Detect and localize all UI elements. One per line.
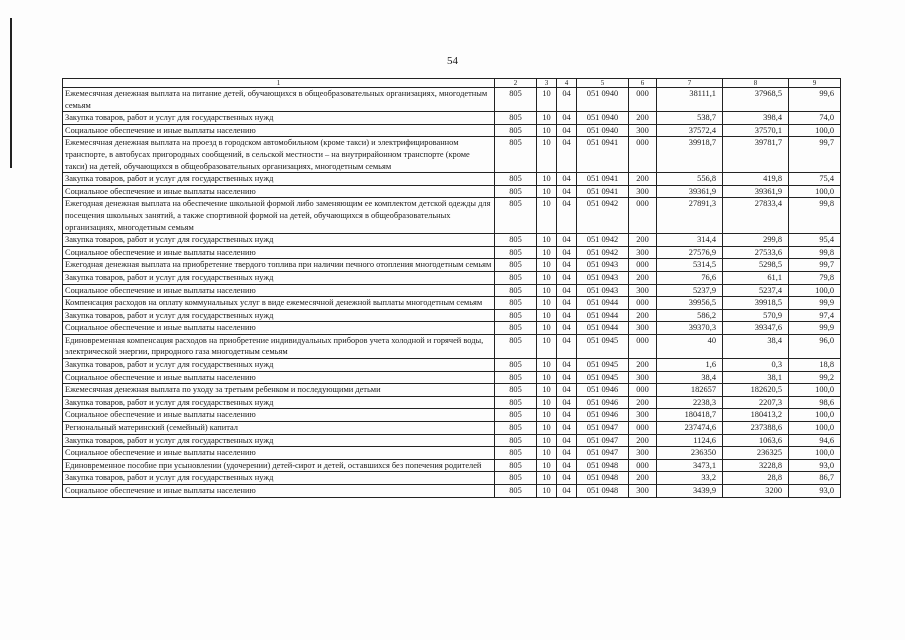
row-name-cell: Региональный материнский (семейный) капитал — [63, 422, 495, 435]
table-row — [63, 284, 841, 297]
percent-cell: 96,0 — [789, 334, 841, 358]
planned-amount-cell: 39918,7 — [657, 137, 723, 173]
subsection-code-cell: 04 — [557, 173, 577, 186]
section-code-cell: 10 — [537, 137, 557, 173]
actual-amount-cell: 182620,5 — [723, 384, 789, 397]
table-row — [63, 112, 841, 125]
row-name-cell: Единовременная компенсация расходов на приобретение индивидуальных приборов учета холодной и горячей воды, электрической энергии, природного газа многодетным семьям — [63, 334, 495, 358]
subsection-code-cell: 04 — [557, 485, 577, 498]
expense-type-cell: 000 — [629, 422, 657, 435]
target-article-cell: 051 0945 — [577, 359, 629, 372]
ministry-code-cell: 805 — [495, 396, 537, 409]
section-code-cell: 10 — [537, 396, 557, 409]
target-article-cell: 051 0942 — [577, 246, 629, 259]
expense-type-cell: 300 — [629, 284, 657, 297]
subsection-code-cell: 04 — [557, 271, 577, 284]
table-row — [63, 434, 841, 447]
row-name-cell: Социальное обеспечение и иные выплаты населению — [63, 322, 495, 335]
planned-amount-cell: 314,4 — [657, 234, 723, 247]
planned-amount-cell: 538,7 — [657, 112, 723, 125]
target-article-cell: 051 0948 — [577, 459, 629, 472]
ministry-code-cell: 805 — [495, 384, 537, 397]
planned-amount-cell: 586,2 — [657, 309, 723, 322]
section-code-cell: 10 — [537, 322, 557, 335]
row-name-cell: Единовременное пособие при усыновлении (удочерении) детей-сирот и детей, оставшихся без попечения родителей — [63, 459, 495, 472]
section-code-cell: 10 — [537, 198, 557, 234]
table-row — [63, 246, 841, 259]
section-code-cell: 10 — [537, 271, 557, 284]
expense-type-cell: 300 — [629, 409, 657, 422]
planned-amount-cell: 39361,9 — [657, 185, 723, 198]
table-row — [63, 271, 841, 284]
row-name-cell: Закупка товаров, работ и услуг для государственных нужд — [63, 309, 495, 322]
actual-amount-cell: 37968,5 — [723, 88, 789, 112]
section-code-cell: 10 — [537, 409, 557, 422]
ministry-code-cell: 805 — [495, 271, 537, 284]
section-code-cell: 10 — [537, 124, 557, 137]
row-name-cell: Социальное обеспечение и иные выплаты населению — [63, 124, 495, 137]
percent-cell: 100,0 — [789, 284, 841, 297]
ministry-code-cell: 805 — [495, 124, 537, 137]
planned-amount-cell: 5314,5 — [657, 259, 723, 272]
ministry-code-cell: 805 — [495, 434, 537, 447]
expense-type-cell: 200 — [629, 173, 657, 186]
percent-cell: 99,8 — [789, 246, 841, 259]
row-name-cell: Закупка товаров, работ и услуг для государственных нужд — [63, 472, 495, 485]
actual-amount-cell: 28,8 — [723, 472, 789, 485]
expense-type-cell: 200 — [629, 309, 657, 322]
subsection-code-cell: 04 — [557, 409, 577, 422]
expense-type-cell: 300 — [629, 447, 657, 460]
header-cell: 1 — [63, 79, 495, 88]
planned-amount-cell: 37572,4 — [657, 124, 723, 137]
ministry-code-cell: 805 — [495, 297, 537, 310]
ministry-code-cell: 805 — [495, 234, 537, 247]
planned-amount-cell: 38,4 — [657, 371, 723, 384]
subsection-code-cell: 04 — [557, 371, 577, 384]
target-article-cell: 051 0940 — [577, 112, 629, 125]
expense-type-cell: 200 — [629, 472, 657, 485]
ministry-code-cell: 805 — [495, 485, 537, 498]
header-cell: 9 — [789, 79, 841, 88]
header-cell: 7 — [657, 79, 723, 88]
expense-type-cell: 200 — [629, 271, 657, 284]
table-row — [63, 472, 841, 485]
percent-cell: 93,0 — [789, 459, 841, 472]
planned-amount-cell: 182657 — [657, 384, 723, 397]
table-row — [63, 485, 841, 498]
table-row — [63, 259, 841, 272]
percent-cell: 99,9 — [789, 322, 841, 335]
target-article-cell: 051 0943 — [577, 284, 629, 297]
actual-amount-cell: 237388,6 — [723, 422, 789, 435]
table-row — [63, 459, 841, 472]
ministry-code-cell: 805 — [495, 459, 537, 472]
target-article-cell: 051 0941 — [577, 137, 629, 173]
table-row — [63, 137, 841, 173]
target-article-cell: 051 0941 — [577, 173, 629, 186]
expense-type-cell: 000 — [629, 297, 657, 310]
expense-type-cell: 300 — [629, 246, 657, 259]
target-article-cell: 051 0944 — [577, 322, 629, 335]
planned-amount-cell: 40 — [657, 334, 723, 358]
header-cell: 8 — [723, 79, 789, 88]
actual-amount-cell: 39918,5 — [723, 297, 789, 310]
percent-cell: 75,4 — [789, 173, 841, 186]
table-row — [63, 334, 841, 358]
ministry-code-cell: 805 — [495, 112, 537, 125]
row-name-cell: Ежемесячная денежная выплата по уходу за третьим ребенком и последующими детьми — [63, 384, 495, 397]
actual-amount-cell: 27533,6 — [723, 246, 789, 259]
percent-cell: 79,8 — [789, 271, 841, 284]
actual-amount-cell: 299,8 — [723, 234, 789, 247]
subsection-code-cell: 04 — [557, 88, 577, 112]
table-header-row — [63, 79, 841, 88]
percent-cell: 18,8 — [789, 359, 841, 372]
section-code-cell: 10 — [537, 284, 557, 297]
expense-type-cell: 000 — [629, 137, 657, 173]
section-code-cell: 10 — [537, 384, 557, 397]
target-article-cell: 051 0945 — [577, 371, 629, 384]
planned-amount-cell: 27576,9 — [657, 246, 723, 259]
planned-amount-cell: 180418,7 — [657, 409, 723, 422]
section-code-cell: 10 — [537, 173, 557, 186]
expense-type-cell: 300 — [629, 371, 657, 384]
expense-type-cell: 200 — [629, 434, 657, 447]
section-code-cell: 10 — [537, 259, 557, 272]
percent-cell: 95,4 — [789, 234, 841, 247]
expense-type-cell: 000 — [629, 459, 657, 472]
header-cell: 5 — [577, 79, 629, 88]
table-row — [63, 409, 841, 422]
actual-amount-cell: 3228,8 — [723, 459, 789, 472]
table-row — [63, 322, 841, 335]
actual-amount-cell: 419,8 — [723, 173, 789, 186]
actual-amount-cell: 398,4 — [723, 112, 789, 125]
planned-amount-cell: 2238,3 — [657, 396, 723, 409]
target-article-cell: 051 0946 — [577, 384, 629, 397]
ministry-code-cell: 805 — [495, 472, 537, 485]
section-code-cell: 10 — [537, 309, 557, 322]
planned-amount-cell: 33,2 — [657, 472, 723, 485]
percent-cell: 99,8 — [789, 198, 841, 234]
row-name-cell: Закупка товаров, работ и услуг для государственных нужд — [63, 173, 495, 186]
planned-amount-cell: 1124,6 — [657, 434, 723, 447]
row-name-cell: Социальное обеспечение и иные выплаты населению — [63, 371, 495, 384]
subsection-code-cell: 04 — [557, 384, 577, 397]
table-row — [63, 88, 841, 112]
target-article-cell: 051 0942 — [577, 198, 629, 234]
table-row — [63, 309, 841, 322]
expense-type-cell: 000 — [629, 384, 657, 397]
subsection-code-cell: 04 — [557, 185, 577, 198]
actual-amount-cell: 3200 — [723, 485, 789, 498]
subsection-code-cell: 04 — [557, 246, 577, 259]
planned-amount-cell: 27891,3 — [657, 198, 723, 234]
section-code-cell: 10 — [537, 359, 557, 372]
planned-amount-cell: 236350 — [657, 447, 723, 460]
ministry-code-cell: 805 — [495, 422, 537, 435]
planned-amount-cell: 237474,6 — [657, 422, 723, 435]
actual-amount-cell: 39347,6 — [723, 322, 789, 335]
percent-cell: 99,7 — [789, 259, 841, 272]
expense-type-cell: 300 — [629, 322, 657, 335]
planned-amount-cell: 38111,1 — [657, 88, 723, 112]
table-row — [63, 359, 841, 372]
percent-cell: 86,7 — [789, 472, 841, 485]
planned-amount-cell: 39370,3 — [657, 322, 723, 335]
percent-cell: 97,4 — [789, 309, 841, 322]
ministry-code-cell: 805 — [495, 185, 537, 198]
actual-amount-cell: 0,3 — [723, 359, 789, 372]
percent-cell: 100,0 — [789, 384, 841, 397]
row-name-cell: Ежегодная денежная выплата на обеспечение школьной формой либо заменяющим ее комплектом детской одежды для посещения школьных занятий, а также спортивной формой на детей, обучающихся в общеобразовательных организациях, многодетным семьям — [63, 198, 495, 234]
section-code-cell: 10 — [537, 447, 557, 460]
row-name-cell: Социальное обеспечение и иные выплаты населению — [63, 409, 495, 422]
planned-amount-cell: 1,6 — [657, 359, 723, 372]
target-article-cell: 051 0947 — [577, 434, 629, 447]
expense-type-cell: 200 — [629, 396, 657, 409]
section-code-cell: 10 — [537, 234, 557, 247]
subsection-code-cell: 04 — [557, 359, 577, 372]
row-name-cell: Социальное обеспечение и иные выплаты населению — [63, 185, 495, 198]
table-row — [63, 447, 841, 460]
header-cell: 4 — [557, 79, 577, 88]
row-name-cell: Компенсация расходов на оплату коммунальных услуг в виде ежемесячной денежной выплаты многодетным семьям — [63, 297, 495, 310]
planned-amount-cell: 556,8 — [657, 173, 723, 186]
subsection-code-cell: 04 — [557, 434, 577, 447]
subsection-code-cell: 04 — [557, 297, 577, 310]
expense-type-cell: 300 — [629, 185, 657, 198]
subsection-code-cell: 04 — [557, 309, 577, 322]
actual-amount-cell: 236325 — [723, 447, 789, 460]
target-article-cell: 051 0940 — [577, 88, 629, 112]
subsection-code-cell: 04 — [557, 422, 577, 435]
percent-cell: 93,0 — [789, 485, 841, 498]
percent-cell: 99,6 — [789, 88, 841, 112]
expense-type-cell: 200 — [629, 359, 657, 372]
ministry-code-cell: 805 — [495, 359, 537, 372]
row-name-cell: Закупка товаров, работ и услуг для государственных нужд — [63, 271, 495, 284]
subsection-code-cell: 04 — [557, 396, 577, 409]
actual-amount-cell: 61,1 — [723, 271, 789, 284]
planned-amount-cell: 3439,9 — [657, 485, 723, 498]
percent-cell: 100,0 — [789, 422, 841, 435]
section-code-cell: 10 — [537, 334, 557, 358]
actual-amount-cell: 1063,6 — [723, 434, 789, 447]
ministry-code-cell: 805 — [495, 137, 537, 173]
row-name-cell: Закупка товаров, работ и услуг для государственных нужд — [63, 112, 495, 125]
ministry-code-cell: 805 — [495, 409, 537, 422]
table-row — [63, 297, 841, 310]
subsection-code-cell: 04 — [557, 447, 577, 460]
table-row — [63, 124, 841, 137]
subsection-code-cell: 04 — [557, 234, 577, 247]
expense-type-cell: 300 — [629, 485, 657, 498]
expense-type-cell: 200 — [629, 112, 657, 125]
section-code-cell: 10 — [537, 485, 557, 498]
actual-amount-cell: 39781,7 — [723, 137, 789, 173]
target-article-cell: 051 0944 — [577, 309, 629, 322]
actual-amount-cell: 2207,3 — [723, 396, 789, 409]
row-name-cell: Закупка товаров, работ и услуг для государственных нужд — [63, 359, 495, 372]
actual-amount-cell: 38,4 — [723, 334, 789, 358]
subsection-code-cell: 04 — [557, 198, 577, 234]
ministry-code-cell: 805 — [495, 88, 537, 112]
actual-amount-cell: 5237,4 — [723, 284, 789, 297]
percent-cell: 99,9 — [789, 297, 841, 310]
page-number: 54 — [447, 55, 458, 67]
table-row — [63, 384, 841, 397]
planned-amount-cell: 39956,5 — [657, 297, 723, 310]
ministry-code-cell: 805 — [495, 173, 537, 186]
section-code-cell: 10 — [537, 185, 557, 198]
section-code-cell: 10 — [537, 472, 557, 485]
section-code-cell: 10 — [537, 459, 557, 472]
section-code-cell: 10 — [537, 88, 557, 112]
target-article-cell: 051 0947 — [577, 422, 629, 435]
section-code-cell: 10 — [537, 246, 557, 259]
planned-amount-cell: 3473,1 — [657, 459, 723, 472]
actual-amount-cell: 38,1 — [723, 371, 789, 384]
table-row — [63, 185, 841, 198]
target-article-cell: 051 0948 — [577, 485, 629, 498]
table-row — [63, 371, 841, 384]
table-row — [63, 173, 841, 186]
expense-type-cell: 000 — [629, 198, 657, 234]
ministry-code-cell: 805 — [495, 334, 537, 358]
planned-amount-cell: 5237,9 — [657, 284, 723, 297]
target-article-cell: 051 0944 — [577, 297, 629, 310]
target-article-cell: 051 0945 — [577, 334, 629, 358]
percent-cell: 74,0 — [789, 112, 841, 125]
percent-cell: 100,0 — [789, 124, 841, 137]
actual-amount-cell: 39361,9 — [723, 185, 789, 198]
target-article-cell: 051 0943 — [577, 271, 629, 284]
target-article-cell: 051 0946 — [577, 409, 629, 422]
scan-margin-line — [10, 18, 12, 168]
actual-amount-cell: 5298,5 — [723, 259, 789, 272]
subsection-code-cell: 04 — [557, 112, 577, 125]
target-article-cell: 051 0946 — [577, 396, 629, 409]
actual-amount-cell: 27833,4 — [723, 198, 789, 234]
ministry-code-cell: 805 — [495, 309, 537, 322]
row-name-cell: Ежемесячная денежная выплата на проезд в городском автомобильном (кроме такси) и электрифицированном транспорте, в автобусах пригородных сообщений, в сельской местности – на внутрирайонном транспорте (кроме такси) на детей, обучающихся в общеобразовательных организациях, многодетным семьям — [63, 137, 495, 173]
row-name-cell: Социальное обеспечение и иные выплаты населению — [63, 246, 495, 259]
row-name-cell: Социальное обеспечение и иные выплаты населению — [63, 284, 495, 297]
row-name-cell: Закупка товаров, работ и услуг для государственных нужд — [63, 234, 495, 247]
subsection-code-cell: 04 — [557, 284, 577, 297]
subsection-code-cell: 04 — [557, 137, 577, 173]
row-name-cell: Социальное обеспечение и иные выплаты населению — [63, 447, 495, 460]
target-article-cell: 051 0942 — [577, 234, 629, 247]
actual-amount-cell: 180413,2 — [723, 409, 789, 422]
percent-cell: 100,0 — [789, 409, 841, 422]
table-row — [63, 234, 841, 247]
ministry-code-cell: 805 — [495, 246, 537, 259]
table-row — [63, 198, 841, 234]
target-article-cell: 051 0940 — [577, 124, 629, 137]
target-article-cell: 051 0947 — [577, 447, 629, 460]
table-row — [63, 422, 841, 435]
ministry-code-cell: 805 — [495, 447, 537, 460]
percent-cell: 99,7 — [789, 137, 841, 173]
ministry-code-cell: 805 — [495, 322, 537, 335]
section-code-cell: 10 — [537, 434, 557, 447]
section-code-cell: 10 — [537, 371, 557, 384]
header-cell: 6 — [629, 79, 657, 88]
row-name-cell: Ежемесячная денежная выплата на питание детей, обучающихся в общеобразовательных организациях, многодетным семьям — [63, 88, 495, 112]
expense-type-cell: 300 — [629, 124, 657, 137]
percent-cell: 98,6 — [789, 396, 841, 409]
row-name-cell: Ежегодная денежная выплата на приобретение твердого топлива при наличии печного отопления многодетным семьям — [63, 259, 495, 272]
percent-cell: 99,2 — [789, 371, 841, 384]
target-article-cell: 051 0948 — [577, 472, 629, 485]
row-name-cell: Закупка товаров, работ и услуг для государственных нужд — [63, 396, 495, 409]
target-article-cell: 051 0941 — [577, 185, 629, 198]
percent-cell: 100,0 — [789, 185, 841, 198]
planned-amount-cell: 76,6 — [657, 271, 723, 284]
subsection-code-cell: 04 — [557, 259, 577, 272]
percent-cell: 94,6 — [789, 434, 841, 447]
ministry-code-cell: 805 — [495, 198, 537, 234]
subsection-code-cell: 04 — [557, 459, 577, 472]
expense-type-cell: 200 — [629, 234, 657, 247]
actual-amount-cell: 37570,1 — [723, 124, 789, 137]
section-code-cell: 10 — [537, 422, 557, 435]
actual-amount-cell: 570,9 — [723, 309, 789, 322]
section-code-cell: 10 — [537, 112, 557, 125]
header-cell: 3 — [537, 79, 557, 88]
target-article-cell: 051 0943 — [577, 259, 629, 272]
expense-type-cell: 000 — [629, 259, 657, 272]
subsection-code-cell: 04 — [557, 472, 577, 485]
section-code-cell: 10 — [537, 297, 557, 310]
percent-cell: 100,0 — [789, 447, 841, 460]
subsection-code-cell: 04 — [557, 124, 577, 137]
expense-type-cell: 000 — [629, 88, 657, 112]
expense-type-cell: 000 — [629, 334, 657, 358]
table-row — [63, 396, 841, 409]
subsection-code-cell: 04 — [557, 322, 577, 335]
budget-table — [62, 78, 841, 498]
ministry-code-cell: 805 — [495, 371, 537, 384]
ministry-code-cell: 805 — [495, 259, 537, 272]
subsection-code-cell: 04 — [557, 334, 577, 358]
ministry-code-cell: 805 — [495, 284, 537, 297]
header-cell: 2 — [495, 79, 537, 88]
row-name-cell: Социальное обеспечение и иные выплаты населению — [63, 485, 495, 498]
row-name-cell: Закупка товаров, работ и услуг для государственных нужд — [63, 434, 495, 447]
